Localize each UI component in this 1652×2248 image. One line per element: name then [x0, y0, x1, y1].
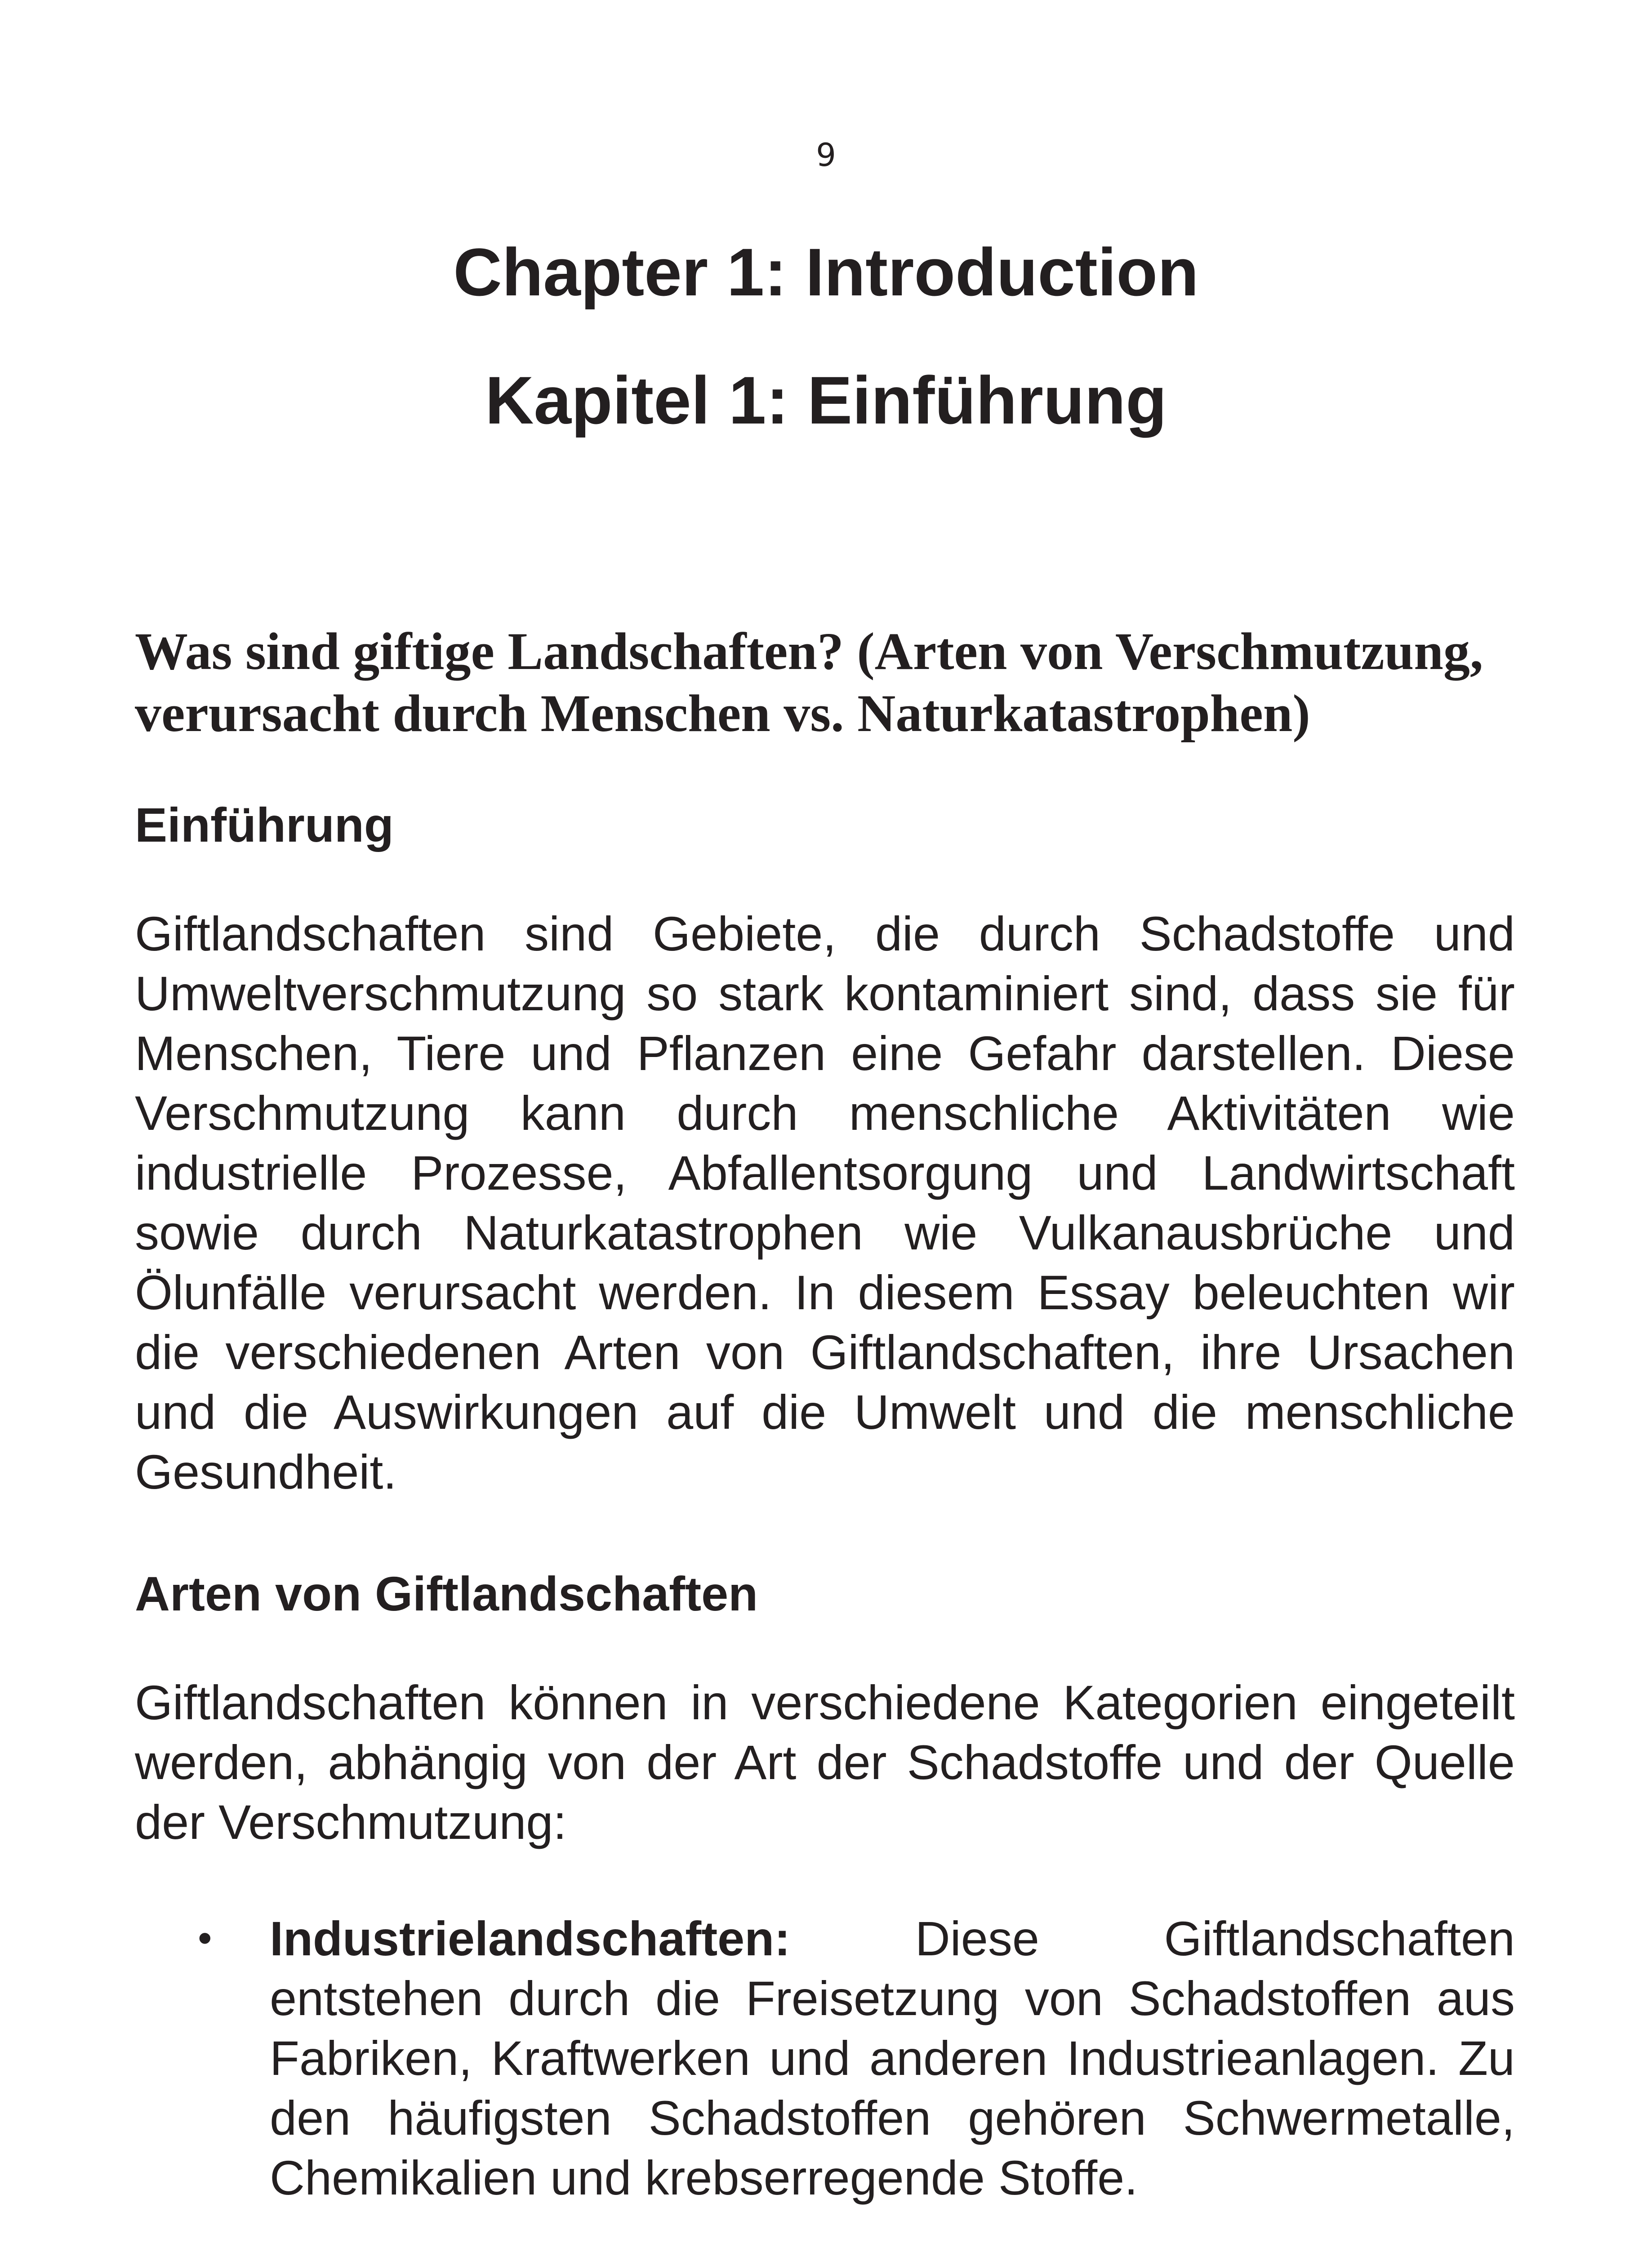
section-title: Was sind giftige Landschaften? (Arten von Verschmutzung, verursacht durch Menschen vs. Naturkatastrophen) [135, 622, 1483, 743]
chapter-title-en: Chapter 1: Introduction [453, 234, 1199, 310]
list-item-text: Diese Giftlandschaften entstehen durch die Freisetzung von Schadstoffen aus Fabriken, Kraftwerken und anderen Industrieanlagen. Zu den häufigsten Schadstoffen gehören Schwermetalle, Chemikalien und krebserregende Stoffe. [270, 1911, 1515, 2205]
chapter-title-de: Kapitel 1: Einführung [485, 362, 1167, 438]
list-item-term: Industrielandschaften: [270, 1911, 791, 1966]
intro-paragraph: Giftlandschaften sind Gebiete, die durch Schadstoffe und Umweltverschmutzung so stark kontaminiert sind, dass sie für Menschen, Tiere und Pflanzen eine Gefahr darstellen. Diese Verschmutzung kann durch menschliche Aktivitäten wie industrielle Prozesse, Abfallentsorgung und Landwirtschaft sowie durch Naturkatastrophen wie Vulkanausbrüche und Ölunfälle verursacht werden. In diesem Essay beleuchten wir die verschiedenen Arten von Giftlandschaften, ihre Ursachen und die Auswirkungen auf die Umwelt und die menschliche Gesundheit. [135, 906, 1515, 1499]
bullet-list [135, 1909, 1515, 2208]
bullet-icon: • [198, 1916, 212, 1961]
page-number: 9 [816, 137, 836, 174]
heading-einfuehrung: Einführung [135, 798, 394, 852]
list-item [135, 1909, 1515, 2208]
heading-arten: Arten von Giftlandschaften [135, 1566, 758, 1621]
arten-paragraph: Giftlandschaften können in verschiedene Kategorien eingeteilt werden, abhängig von der Art der Schadstoffe und der Quelle der Verschmutzung: [135, 1675, 1515, 1849]
